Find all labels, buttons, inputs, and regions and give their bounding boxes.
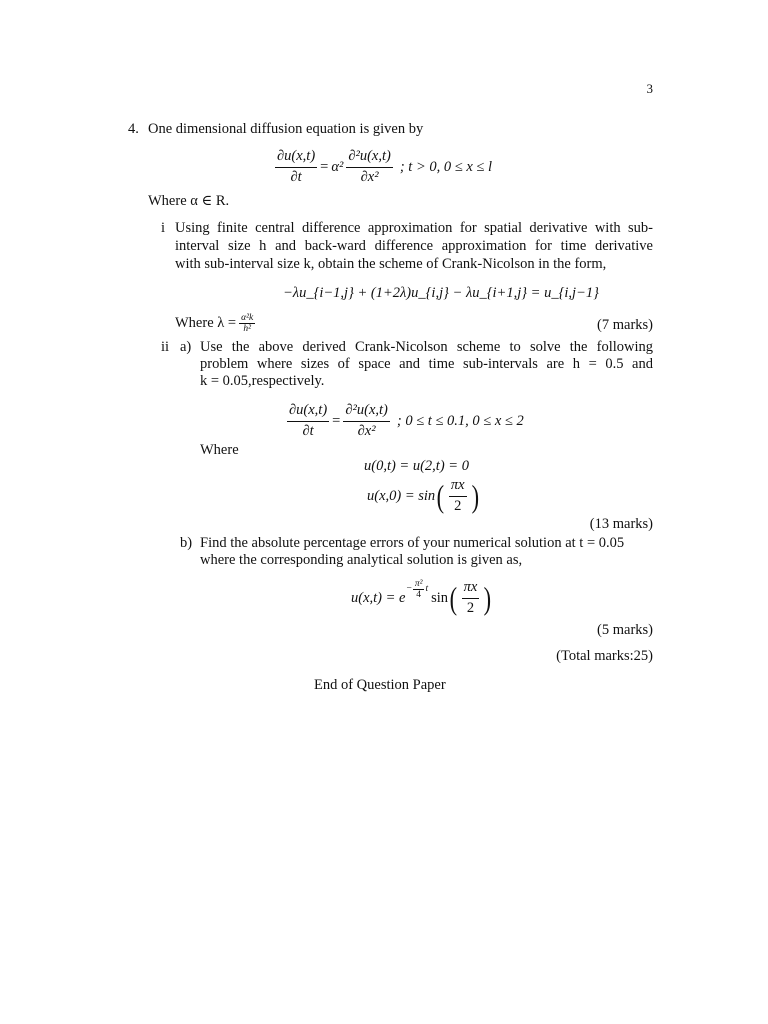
equals-sign: = bbox=[332, 412, 341, 429]
part-ii-a-line-1: Use the above derived Crank-Nicolson scheme to solve the following bbox=[200, 339, 653, 355]
fraction-numerator: ∂²u(x,t) bbox=[343, 403, 390, 422]
exponent-fraction bbox=[413, 579, 425, 601]
part-i-line-1: Using finite central difference approximation for spatial derivative with sub- bbox=[175, 220, 653, 236]
alpha-squared: α² bbox=[331, 158, 344, 175]
right-paren: ) bbox=[471, 478, 479, 515]
fraction-numerator: α²k bbox=[241, 313, 254, 323]
part-ii-a-line-3: k = 0.05,respectively. bbox=[200, 373, 325, 389]
equation-domain: ; 0 ≤ t ≤ 0.1, 0 ≤ x ≤ 2 bbox=[396, 412, 524, 429]
fraction-numerator: πx bbox=[449, 478, 467, 497]
where-alpha: Where α ∈ R. bbox=[148, 193, 230, 209]
space-derivative bbox=[346, 149, 393, 186]
boundary-conditions: u(0,t) = u(2,t) = 0 bbox=[364, 458, 469, 474]
part-ii-a-marks: (13 marks) bbox=[589, 516, 653, 532]
part-ii-b-marks: (5 marks) bbox=[597, 622, 653, 638]
fraction-numerator: πx bbox=[462, 580, 480, 599]
equation-domain: ; t > 0, 0 ≤ x ≤ l bbox=[399, 158, 492, 175]
initial-condition-lhs: u(x,0) = sin bbox=[367, 487, 436, 504]
right-paren: ) bbox=[483, 580, 492, 617]
sin-fraction bbox=[462, 580, 480, 617]
analytical-solution bbox=[351, 580, 493, 617]
part-i-line-2: interval size h and back-ward difference approximation for time derivative bbox=[175, 238, 653, 254]
fraction-numerator: ∂u(x,t) bbox=[287, 403, 329, 422]
fraction-denominator: 2 bbox=[466, 599, 475, 616]
left-paren: ( bbox=[449, 580, 458, 617]
question-intro: One dimensional diffusion equation is given by bbox=[148, 121, 424, 137]
exponent-sign: − bbox=[406, 584, 412, 595]
diffusion-equation bbox=[272, 149, 492, 186]
fraction-numerator: ∂²u(x,t) bbox=[346, 149, 393, 168]
part-ii-b-label: b) bbox=[180, 535, 193, 551]
time-derivative bbox=[275, 149, 317, 186]
initial-fraction bbox=[449, 478, 467, 515]
part-ii-a-label: a) bbox=[180, 339, 192, 355]
where-lambda-label: Where λ = bbox=[175, 315, 237, 332]
initial-condition bbox=[367, 478, 480, 515]
part-ii-label: ii bbox=[161, 339, 170, 355]
fraction-denominator: ∂t bbox=[290, 168, 302, 185]
question-number: 4. bbox=[128, 121, 139, 137]
sin-function: sin bbox=[431, 589, 448, 606]
lambda-fraction bbox=[239, 313, 255, 335]
left-paren: ( bbox=[436, 478, 445, 515]
fraction-denominator: ∂t bbox=[302, 422, 314, 439]
exponent-t: t bbox=[425, 584, 429, 595]
exponent bbox=[406, 579, 428, 601]
solution-lhs: u(x,t) = e bbox=[351, 589, 406, 606]
end-of-paper: End of Question Paper bbox=[314, 677, 446, 693]
equals-sign: = bbox=[320, 158, 329, 175]
part-i-line-3: with sub-interval size k, obtain the scheme of Crank-Nicolson in the form, bbox=[175, 256, 607, 272]
part-ii-a-line-2: problem where sizes of space and time sub-intervals are h = 0.5 and bbox=[200, 356, 653, 372]
fraction-denominator: 2 bbox=[454, 497, 462, 514]
fraction-numerator: π² bbox=[414, 578, 423, 589]
fraction-denominator: ∂x² bbox=[360, 168, 379, 185]
fraction-denominator: h² bbox=[243, 324, 251, 335]
lambda-definition bbox=[175, 313, 258, 335]
fraction-denominator: 4 bbox=[416, 589, 421, 600]
fraction-denominator: ∂x² bbox=[357, 422, 376, 439]
heat-equation bbox=[284, 403, 524, 440]
part-ii-b-line-1: Find the absolute percentage errors of your numerical solution at t = 0.05 bbox=[200, 535, 625, 551]
where-label: Where bbox=[200, 442, 239, 458]
crank-nicolson-scheme: −λu_{i−1,j} + (1+2λ)u_{i,j} − λu_{i+1,j} = u_{i,j−1} bbox=[283, 285, 599, 301]
part-i-label: i bbox=[161, 220, 166, 236]
total-marks: (Total marks:25) bbox=[556, 648, 653, 664]
part-i-marks: (7 marks) bbox=[597, 317, 653, 333]
time-derivative bbox=[287, 403, 329, 440]
fraction-numerator: ∂u(x,t) bbox=[275, 149, 317, 168]
page-number: 3 bbox=[646, 81, 653, 96]
space-derivative bbox=[343, 403, 390, 440]
part-ii-b-line-2: where the corresponding analytical solution is given as, bbox=[200, 552, 523, 568]
